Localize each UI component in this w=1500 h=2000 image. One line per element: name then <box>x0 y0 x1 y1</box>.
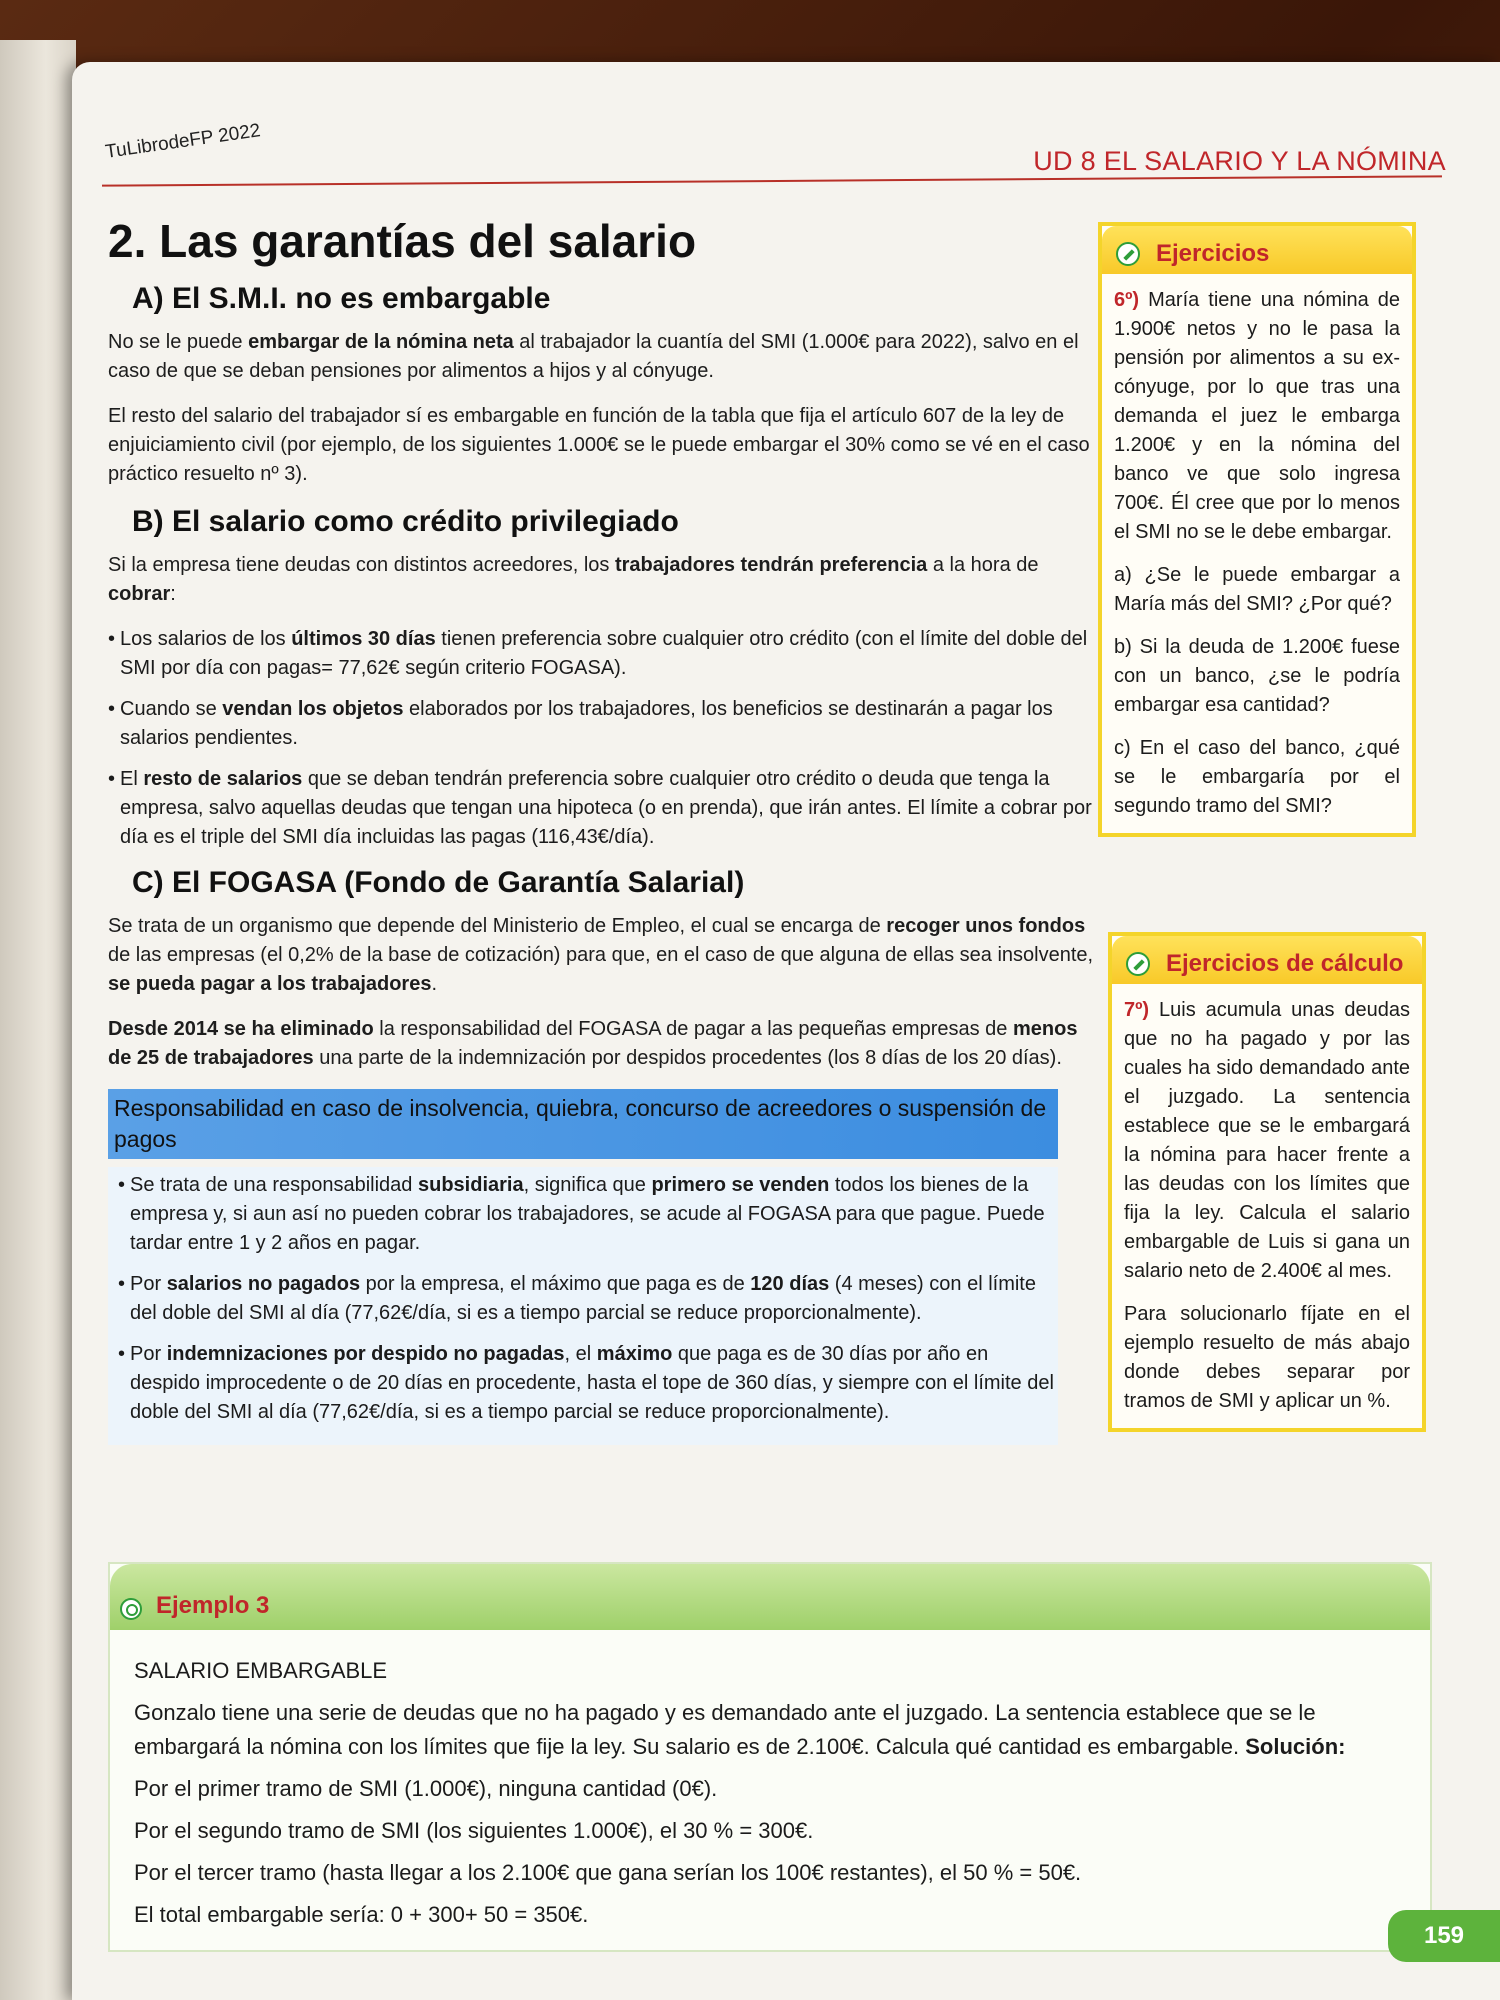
exercise-number: 6º) <box>1114 289 1140 311</box>
magnifier-icon <box>120 1598 142 1620</box>
text-run: Cuando se <box>120 698 223 720</box>
list-item <box>118 1270 1054 1328</box>
example-body <box>110 1630 1430 1932</box>
example-line: Por el segundo tramo de SMI (los siguientes 1.000€), el 30 % = 300€. <box>134 1818 814 1843</box>
subsection-b-list <box>108 625 1098 852</box>
subsection-a-title: A) El S.M.I. no es embargable <box>132 282 551 315</box>
example-subtitle: SALARIO EMBARGABLE <box>134 1658 388 1683</box>
example-line: El total embargable sería: 0 + 300+ 50 = 350€. <box>134 1902 589 1927</box>
exercise-6-question-c: c) En el caso del banco, ¿qué se le embargaría por el segundo tramo del SMI? <box>1114 737 1400 817</box>
text-run: Si la empresa tiene deudas con distintos acreedores, los <box>108 554 615 576</box>
exercises-header <box>1102 226 1412 274</box>
subsection-a-paragraph-2: El resto del salario del trabajador sí es embargable en función de la tabla que fija el artículo 607 de la ley de enjuiciamiento civil (por ejemplo, de los siguientes 1.000€ se le puede embargar el 30% como se vé en el caso práctico resuelto nº 3). <box>108 405 1090 485</box>
text-run: El <box>120 768 144 790</box>
example-statement <box>134 1696 1406 1764</box>
responsibility-list <box>118 1171 1054 1427</box>
bold-run: Desde 2014 se ha eliminado <box>108 1018 374 1040</box>
text-run: elaborados por los trabajadores, los beneficios se destinarán a pagar los salarios pendientes. <box>120 698 1053 749</box>
example-line: Por el tercer tramo (hasta llegar a los 2.100€ que gana serían los 100€ restantes), el 50 % = 50€. <box>134 1860 1082 1885</box>
text-run: la responsabilidad del FOGASA de pagar a las pequeñas empresas de <box>373 1018 1013 1040</box>
bold-run: máximo <box>596 1343 673 1365</box>
text-run: Luis acumula unas deudas que no ha pagado y por las cuales ha sido demandado ante el juzgado. La sentencia establece que se le embargará la nómina para hacer frente a las deudas con los límites que fija la ley. Calcula el salario embargable de Luis si gana un salario neto de 2.400€ al mes. <box>1124 999 1410 1282</box>
list-item <box>108 695 1098 753</box>
text-run: tienen preferencia sobre cualquier otro crédito (con el límite del doble del SMI por día con pagas= 77,62€ según criterio FOGASA). <box>120 628 1088 679</box>
text-run: Se trata de una responsabilidad <box>130 1174 418 1196</box>
calc-exercises-box <box>1108 932 1426 1432</box>
bold-run: últimos 30 días <box>291 628 436 650</box>
bold-run: 120 días <box>750 1273 830 1295</box>
example-line: Por el primer tramo de SMI (1.000€), ninguna cantidad (0€). <box>134 1776 718 1801</box>
text-run: todos los bienes de la empresa y, si aun así no pueden cobrar los trabajadores, se acude al FOGASA para que pague. Puede tardar entre 1 y 2 años en pagar. <box>130 1174 1045 1254</box>
text-run: una parte de la indemnización por despidos procedentes (los 8 días de los 20 días). <box>313 1047 1062 1069</box>
example-header <box>110 1564 1430 1630</box>
text-run: Se trata de un organismo que depende del Ministerio de Empleo, el cual se encarga de <box>108 915 887 937</box>
exercises-box <box>1098 222 1416 837</box>
list-item <box>108 765 1098 852</box>
exercise-6-statement <box>1114 286 1400 547</box>
bold-run: subsidiaria <box>417 1174 524 1196</box>
text-run: Por <box>130 1343 167 1365</box>
text-run: de las empresas (el 0,2% de la base de cotización) para que, en el caso de que alguna de ellas sea insolvente, <box>108 944 1094 966</box>
bold-run: resto de salarios <box>143 768 303 790</box>
list-item <box>118 1171 1054 1258</box>
text-run: . <box>431 973 438 995</box>
header-divider <box>102 175 1442 186</box>
text-run: (4 meses) con el límite del doble del SMI al día (77,62€/día, si es a tiempo parcial se reduce proporcionalmente). <box>130 1273 1036 1324</box>
text-run: Los salarios de los <box>120 628 292 650</box>
brand-label: TuLibrodeFP 2022 <box>104 120 262 163</box>
exercises-title: Ejercicios <box>1156 240 1270 267</box>
bold-run: indemnizaciones por despido no pagadas <box>166 1343 565 1365</box>
exercises-body <box>1102 274 1412 833</box>
text-run: a la hora de <box>927 554 1039 576</box>
bold-run: vendan los objetos <box>222 698 404 720</box>
exercise-number: 7º) <box>1124 999 1150 1021</box>
bold-run: cobrar <box>108 583 171 605</box>
text-run: por la empresa, el máximo que paga es de <box>360 1273 751 1295</box>
text-run: María tiene una nómina de 1.900€ netos y no le pasa la pensión por alimentos a su ex-cónyuge, por lo que tras una demanda el juez le embarga 1.200€ y en la nómina del banco ve que solo ingresa 700€. Él cree que por lo menos el SMI no se le debe embargar. <box>1114 289 1400 543</box>
text-run: : <box>170 583 176 605</box>
subsection-b-title: B) El salario como crédito privilegiado <box>132 505 679 538</box>
main-column <box>108 192 1098 1445</box>
page-number: 159 <box>1388 1910 1500 1962</box>
calc-exercises-body <box>1112 984 1422 1428</box>
bold-run: Solución: <box>1245 1734 1346 1759</box>
pencil-icon <box>1126 952 1150 976</box>
bold-run: salarios no pagados <box>166 1273 361 1295</box>
exercise-7-statement <box>1124 996 1410 1286</box>
calc-exercises-title: Ejercicios de cálculo <box>1166 950 1404 977</box>
exercise-7-hint: Para solucionarlo fíjate en el ejemplo resuelto de más abajo donde debes separar por tramos de SMI y aplicar un %. <box>1124 1303 1410 1412</box>
exercise-6-question-a: a) ¿Se le puede embargar a María más del SMI? ¿Por qué? <box>1114 564 1400 615</box>
calc-exercises-header <box>1112 936 1422 984</box>
left-page-edge <box>0 40 76 2000</box>
subsection-a-paragraph-1 <box>108 328 1098 386</box>
text-run: al trabajador la cuantía del SMI (1.000€ para 2022), salvo en el caso de que se deban pensiones por alimentos a hijos y al cónyuge. <box>108 331 1079 382</box>
responsibility-panel <box>108 1167 1058 1445</box>
responsibility-heading: Responsabilidad en caso de insolvencia, quiebra, concurso de acreedores o suspensión de pagos <box>108 1089 1058 1159</box>
bold-run: recoger unos fondos <box>886 915 1086 937</box>
bold-run: se pueda pagar a los trabajadores <box>108 973 432 995</box>
bold-run: trabajadores tendrán preferencia <box>614 554 928 576</box>
text-run: , significa que <box>523 1174 652 1196</box>
subsection-c-paragraph-1 <box>108 912 1098 999</box>
subsection-c-title: C) El FOGASA (Fondo de Garantía Salarial) <box>132 866 745 899</box>
exercise-6-question-b: b) Si la deuda de 1.200€ fuese con un banco, ¿se le podría embargar esa cantidad? <box>1114 636 1400 716</box>
bold-run: embargar de la nómina neta <box>248 331 514 353</box>
pencil-icon <box>1116 242 1140 266</box>
bold-run: primero se venden <box>651 1174 830 1196</box>
text-run: que paga es de 30 días por año en despido improcedente o de 20 días en procedente, hasta el tope de 360 días, y siempre con el límite del doble del SMI al día (77,62€/día, si es a tiempo parcial se reduce proporcionalmente). <box>130 1343 1054 1423</box>
example-title: Ejemplo 3 <box>156 1592 270 1619</box>
text-run: No se le puede <box>108 331 249 353</box>
unit-title: UD 8 EL SALARIO Y LA NÓMINA <box>1033 146 1446 176</box>
example-box <box>108 1562 1432 1952</box>
text-run: , el <box>564 1343 597 1365</box>
text-run: que se deban tendrán preferencia sobre cualquier otro crédito o deuda que tenga la empresa, salvo aquellas deudas que tengan una hipoteca (o en prenda), que irán antes. El límite a cobrar por día es el triple del SMI día incluidas las pagas (116,43€/día). <box>120 768 1092 848</box>
section-title: 2. Las garantías del salario <box>108 215 697 267</box>
list-item <box>108 625 1098 683</box>
subsection-b-paragraph-1 <box>108 551 1098 609</box>
bold-run: menos de 25 de trabajadores <box>108 1018 1078 1069</box>
list-item <box>118 1340 1054 1427</box>
text-run: Gonzalo tiene una serie de deudas que no ha pagado y es demandado ante el juzgado. La sentencia establece que se le embargará la nómina con los límites que fije la ley. Su salario es de 2.100€. Calcula qué cantidad es embargable. <box>134 1700 1316 1759</box>
subsection-c-paragraph-2 <box>108 1015 1098 1073</box>
text-run: Por <box>130 1273 167 1295</box>
book-page <box>72 62 1500 2000</box>
